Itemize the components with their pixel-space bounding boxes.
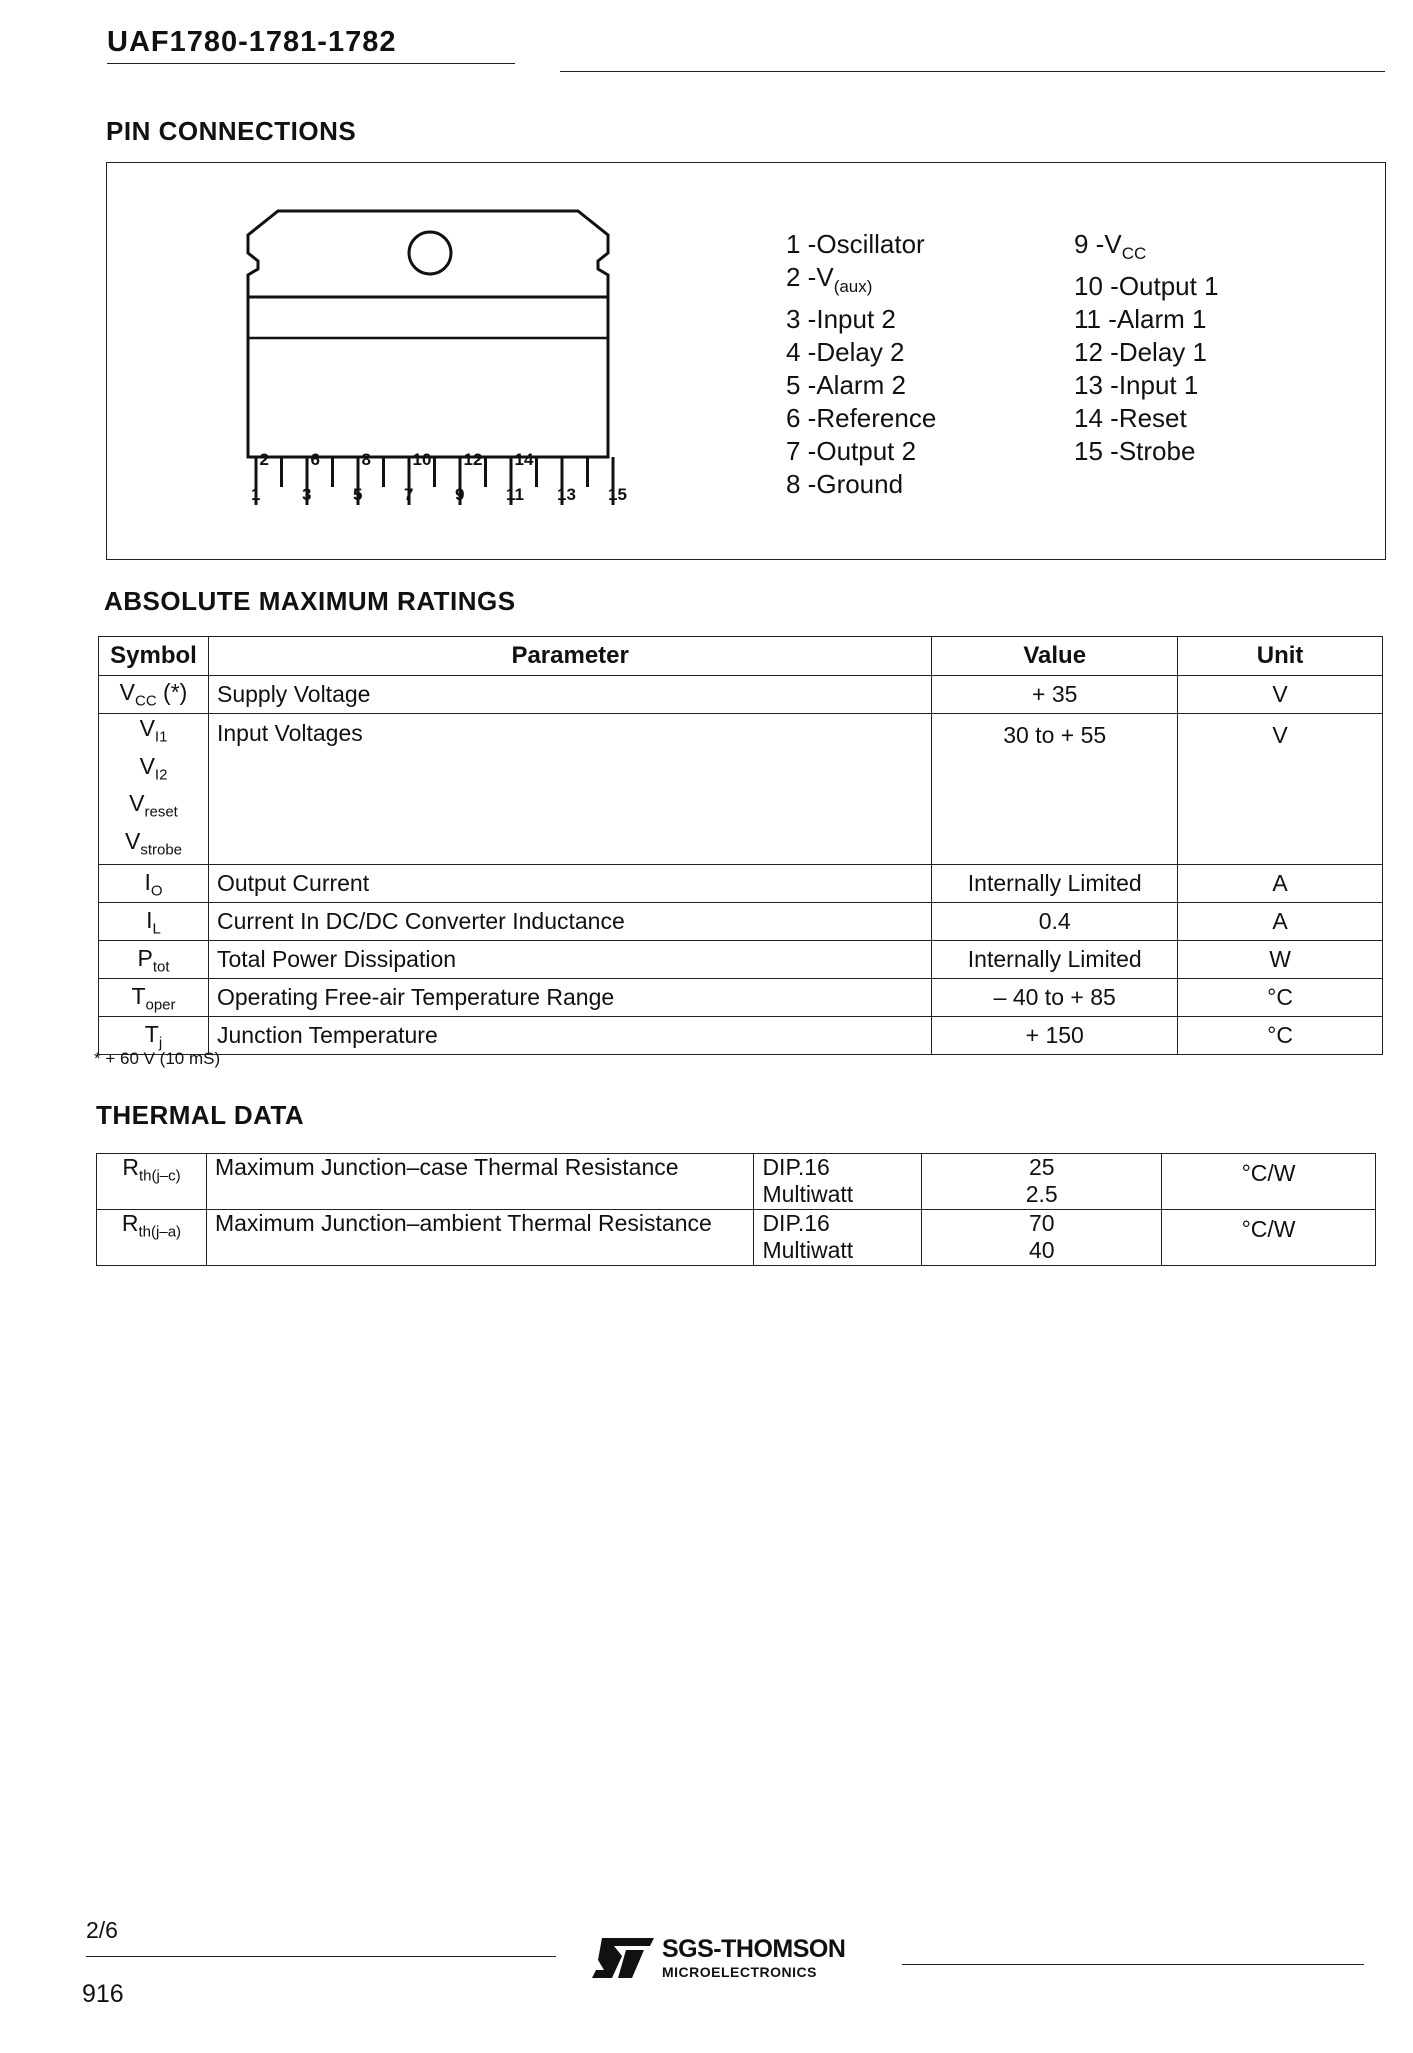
amr-parameter-cell: Junction Temperature (208, 1017, 931, 1055)
pin-number-top-14: 14 (514, 450, 534, 469)
pin-item-name: Strobe (1118, 436, 1196, 467)
pin-item-number: 10 - (1074, 271, 1119, 302)
thermal-parameter-cell: Maximum Junction–ambient Thermal Resistance (206, 1210, 754, 1266)
thermal-row (97, 1154, 1376, 1210)
amr-parameter-cell: Supply Voltage (208, 676, 931, 714)
pin-number-top-8: 8 (361, 450, 371, 469)
document-title: UAF1780-1781-1782 (107, 26, 397, 58)
pin-item-3 (786, 303, 936, 336)
amr-header-symbol: Symbol (99, 637, 209, 676)
amr-parameter-cell: Current In DC/DC Converter Inductance (208, 903, 931, 941)
symbol: $V_{I1}$ (139, 715, 168, 746)
symbol: $V_{I2}$ (139, 752, 168, 784)
pin-item-name: Input 2 (816, 304, 896, 335)
amr-symbol-cell (99, 941, 209, 979)
thermal-value-cell (922, 1210, 1162, 1266)
pin-item-name: V (816, 262, 834, 292)
package-tab-outline (248, 211, 608, 297)
pin-item-name: Delay 1 (1118, 337, 1207, 368)
pin-item-1 (786, 228, 936, 261)
amr-value-cell: + 35 (932, 676, 1178, 714)
pin-item-number: 12 - (1074, 337, 1119, 368)
thermal-package-cell (754, 1154, 922, 1210)
pin-item-name: Reference (816, 403, 937, 434)
pin-item-6 (786, 402, 936, 435)
pin-connections-title: PIN CONNECTIONS (106, 116, 357, 146)
package-diagram (238, 205, 628, 515)
sgs-thomson-logo (592, 1935, 845, 1980)
amr-header-unit: Unit (1178, 637, 1383, 676)
footer-rule-left (86, 1956, 556, 1957)
symbol: $V_{strobe}$ (124, 827, 183, 859)
footer-rule-right (902, 1964, 1364, 1965)
amr-value-cell: Internally Limited (932, 941, 1178, 979)
amr-title: ABSOLUTE MAXIMUM RATINGS (104, 586, 516, 616)
pin-number-bottom-1: 1 (251, 485, 261, 504)
pin-list-right (1074, 228, 1219, 468)
pin-item-4 (786, 336, 936, 369)
pin-item-number: 11 - (1074, 304, 1117, 335)
pin-number-top-12: 12 (463, 450, 483, 469)
pin-item-name: Alarm 2 (816, 370, 906, 401)
symbol: $R_{th(j-c)}$ (122, 1154, 181, 1185)
amr-row (99, 979, 1383, 1017)
amr-symbol-cell (99, 865, 209, 903)
pin-item-8 (786, 468, 936, 501)
amr-row (99, 1017, 1383, 1055)
amr-value-cell: 0.4 (932, 903, 1178, 941)
symbol: $P_{tot}$ (137, 944, 170, 976)
thermal-table (96, 1153, 1376, 1266)
thermal-package: Multiwatt (762, 1181, 854, 1207)
thermal-package: DIP.16 (762, 1210, 830, 1236)
amr-symbol-cell (99, 714, 209, 865)
amr-value-cell: Internally Limited (932, 865, 1178, 903)
amr-parameter-cell: Output Current (208, 865, 931, 903)
amr-parameter-cell: Input Voltages (208, 714, 931, 865)
amr-row (99, 903, 1383, 941)
pin-item-number: 6 - (786, 403, 817, 434)
pin-item-10 (1074, 270, 1219, 303)
page-indicator: 2/6 (86, 1917, 118, 1943)
pin-item-name: Output 1 (1118, 271, 1219, 302)
amr-parameter-cell: Total Power Dissipation (208, 941, 931, 979)
pin-item-5 (786, 369, 936, 402)
symbol: $I_L$ (146, 906, 161, 938)
amr-unit-cell: °C (1178, 1017, 1383, 1055)
thermal-value: 2.5 (1025, 1181, 1058, 1207)
pin-number-bottom-13: 13 (557, 485, 576, 504)
amr-value-cell: 30 to + 55 (932, 714, 1178, 865)
amr-symbol-cell (99, 676, 209, 714)
amr-unit-cell: W (1178, 941, 1383, 979)
header-rule-right (560, 71, 1385, 72)
symbol: $T_{oper}$ (131, 982, 176, 1014)
amr-row (99, 865, 1383, 903)
amr-symbol-cell (99, 979, 209, 1017)
amr-table (98, 636, 1383, 1055)
pin-item-number: 15 - (1074, 436, 1119, 467)
amr-unit-cell: A (1178, 903, 1383, 941)
pin-item-subscript: CC (1121, 244, 1147, 264)
symbol: $I_O$ (144, 868, 163, 900)
amr-unit-cell: A (1178, 865, 1383, 903)
thermal-package-cell (754, 1210, 922, 1266)
thermal-value-cell (922, 1154, 1162, 1210)
pin-item-number: 8 - (786, 469, 817, 500)
pin-item-2 (786, 261, 936, 303)
mounting-hole-icon (409, 232, 451, 274)
amr-unit-cell: V (1178, 714, 1383, 865)
header-rule-left (107, 63, 515, 64)
amr-header-row (99, 637, 1383, 676)
pin-number-bottom-5: 5 (353, 485, 363, 504)
thermal-package: Multiwatt (762, 1237, 854, 1263)
symbol: $T_j$ (144, 1020, 163, 1052)
thermal-symbol-cell (97, 1154, 207, 1210)
thermal-value: 40 (1028, 1237, 1055, 1263)
amr-footnote: * + 60 V (10 mS) (94, 1049, 221, 1068)
thermal-value: 70 (1028, 1210, 1055, 1236)
pin-number-top-2: 2 (259, 450, 269, 469)
pin-number-top-10: 10 (412, 450, 432, 469)
pin-number-bottom-9: 9 (455, 485, 465, 504)
pin-item-name: Output 2 (816, 436, 917, 467)
pin-item-name: Reset (1118, 403, 1187, 434)
amr-header-parameter: Parameter (208, 637, 931, 676)
pin-item-9 (1074, 228, 1219, 270)
pin-item-number: 13 - (1074, 370, 1119, 401)
pin-number-bottom-15: 15 (608, 485, 627, 504)
pin-item-number: 1 - (786, 229, 817, 259)
pin-item-number: 14 - (1074, 403, 1119, 434)
pin-item-13 (1074, 369, 1219, 402)
amr-unit-cell: °C (1178, 979, 1383, 1017)
pin-item-12 (1074, 336, 1219, 369)
document-number: 916 (82, 1980, 124, 2008)
amr-parameter-cell: Operating Free-air Temperature Range (208, 979, 931, 1017)
pin-number-top-6: 6 (310, 450, 320, 469)
logo-text-division: MICROELECTRONICS (662, 1964, 817, 1980)
pin-item-14 (1074, 402, 1219, 435)
symbol: $V_{CC}$ (*) (119, 679, 188, 710)
pin-number-bottom-7: 7 (404, 485, 414, 504)
pin-item-name: Input 1 (1118, 370, 1199, 401)
symbol: $R_{th(j-a)}$ (121, 1210, 182, 1241)
st-logo-icon (592, 1938, 654, 1978)
pin-item-11 (1074, 303, 1219, 336)
amr-row (99, 941, 1383, 979)
pin-item-name: Oscillator (816, 229, 925, 259)
thermal-unit-cell: °C/W (1162, 1154, 1376, 1210)
pin-item-number: 4 - (786, 337, 817, 368)
amr-value-cell: – 40 to + 85 (932, 979, 1178, 1017)
amr-symbol-cell (99, 903, 209, 941)
thermal-row (97, 1210, 1376, 1266)
pin-number-bottom-3: 3 (302, 485, 312, 504)
pin-item-number: 7 - (786, 436, 817, 467)
pin-item-number: 5 - (786, 370, 817, 401)
pin-list-left (786, 228, 936, 501)
pin-item-number: 2 - (786, 262, 817, 292)
thermal-parameter-cell: Maximum Junction–case Thermal Resistance (206, 1154, 754, 1210)
pin-item-7 (786, 435, 936, 468)
amr-row (99, 714, 1383, 865)
pin-item-name: V (1104, 229, 1122, 259)
pin-item-number: 9 - (1074, 229, 1105, 259)
pin-item-name: Alarm 1 (1116, 304, 1207, 335)
pin-item-number: 3 - (786, 304, 817, 335)
pin-item-15 (1074, 435, 1219, 468)
pin-number-bottom-11: 11 (506, 485, 524, 504)
amr-row (99, 676, 1383, 714)
symbol: $V_{reset}$ (129, 790, 178, 821)
thermal-symbol-cell (97, 1210, 207, 1266)
amr-header-value: Value (932, 637, 1178, 676)
pin-item-name: Delay 2 (816, 337, 905, 368)
pin-item-subscript: (aux) (833, 277, 873, 297)
thermal-package: DIP.16 (762, 1154, 830, 1180)
logo-text-company: SGS-THOMSON (662, 1935, 846, 1963)
thermal-unit-cell: °C/W (1162, 1210, 1376, 1266)
thermal-title: THERMAL DATA (96, 1100, 305, 1130)
thermal-value: 25 (1028, 1154, 1055, 1180)
pin-item-name: Ground (816, 469, 904, 500)
amr-value-cell: + 150 (932, 1017, 1178, 1055)
package-body (248, 297, 608, 457)
amr-unit-cell: V (1178, 676, 1383, 714)
